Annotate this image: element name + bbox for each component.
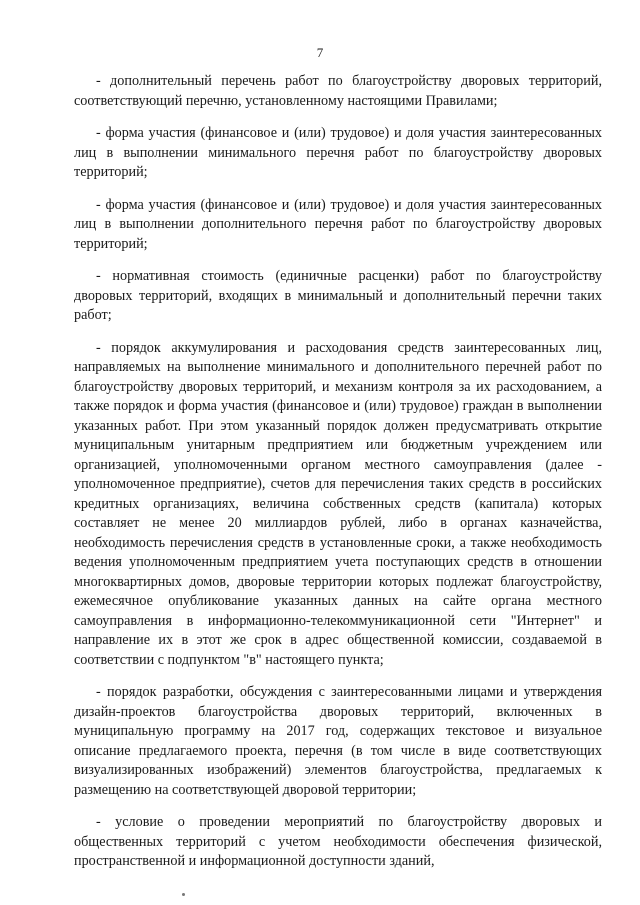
paragraph: - порядок аккумулирования и расходования средств заинтересованных лиц, направляемых на выполнение минимального и дополнительного перечней работ по благоустройству дворовых территорий, и механизм контроля за их расходованием, а также порядок и форма участия (финансовое и (или) трудовое) граждан в выполнении указанных работ. При этом указанный порядок должен предусматривать открытие муниципальным унитарным предприятием или бюджетным учреждением или организацией, уполномоченными органом местного самоуправления (далее - уполномоченное предприятие), счетов для перечисления таких средств в российских кредитных организациях, величина собственных средств (капитала) которых составляет не менее 20 миллиардов рублей, либо в органах казначейства, необходимость перечисления средств в установленные сроки, а также необходимость ведения уполномоченным предприятием учета поступающих средств в отношении многоквартирных домов, дворовые территории которых подлежат благоустройству, ежемесячное опубликование указанных данных на сайте органа местного самоуправления в информационно-телекоммуникационной сети "Интернет" и направление их в этот же срок в адрес общественной комиссии, создаваемой в соответствии с подпунктом "в" настоящего пункта; (74, 339, 602, 668)
paragraph: - порядок разработки, обсуждения с заинтересованными лицами и утверждения дизайн-проектов благоустройства дворовых территорий, включенных в муниципальную программу на 2017 год, содержащих текстовое и визуальное описание предлагаемого проекта, перечня (в том числе в виде соответствующих визуализированных изображений) элементов благоустройства, предлагаемых к размещению на соответствующей дворовой территории; (74, 684, 602, 798)
paragraph: - нормативная стоимость (единичные расценки) работ по благоустройству дворовых территорий, входящих в минимальный и дополнительный перечни таких работ; (74, 268, 602, 323)
paragraph: - условие о проведении мероприятий по благоустройству дворовых и общественных территорий с учетом необходимости обеспечения физической, пространственной и информационной доступности зданий, (74, 814, 602, 869)
page-number: 7 (316, 45, 324, 60)
paragraph: - форма участия (финансовое и (или) трудовое) и доля участия заинтересованных лиц в выполнении минимального перечня работ по благоустройству дворовых территорий; (74, 125, 602, 180)
paragraph: - дополнительный перечень работ по благоустройству дворовых территорий, соответствующий перечню, установленному настоящими Правилами; (74, 73, 602, 109)
scan-speck (182, 893, 185, 896)
document-body (74, 72, 602, 885)
paragraph: - форма участия (финансовое и (или) трудовое) и доля участия заинтересованных лиц в выполнении дополнительного перечня работ по благоустройству дворовых территорий; (74, 196, 602, 252)
